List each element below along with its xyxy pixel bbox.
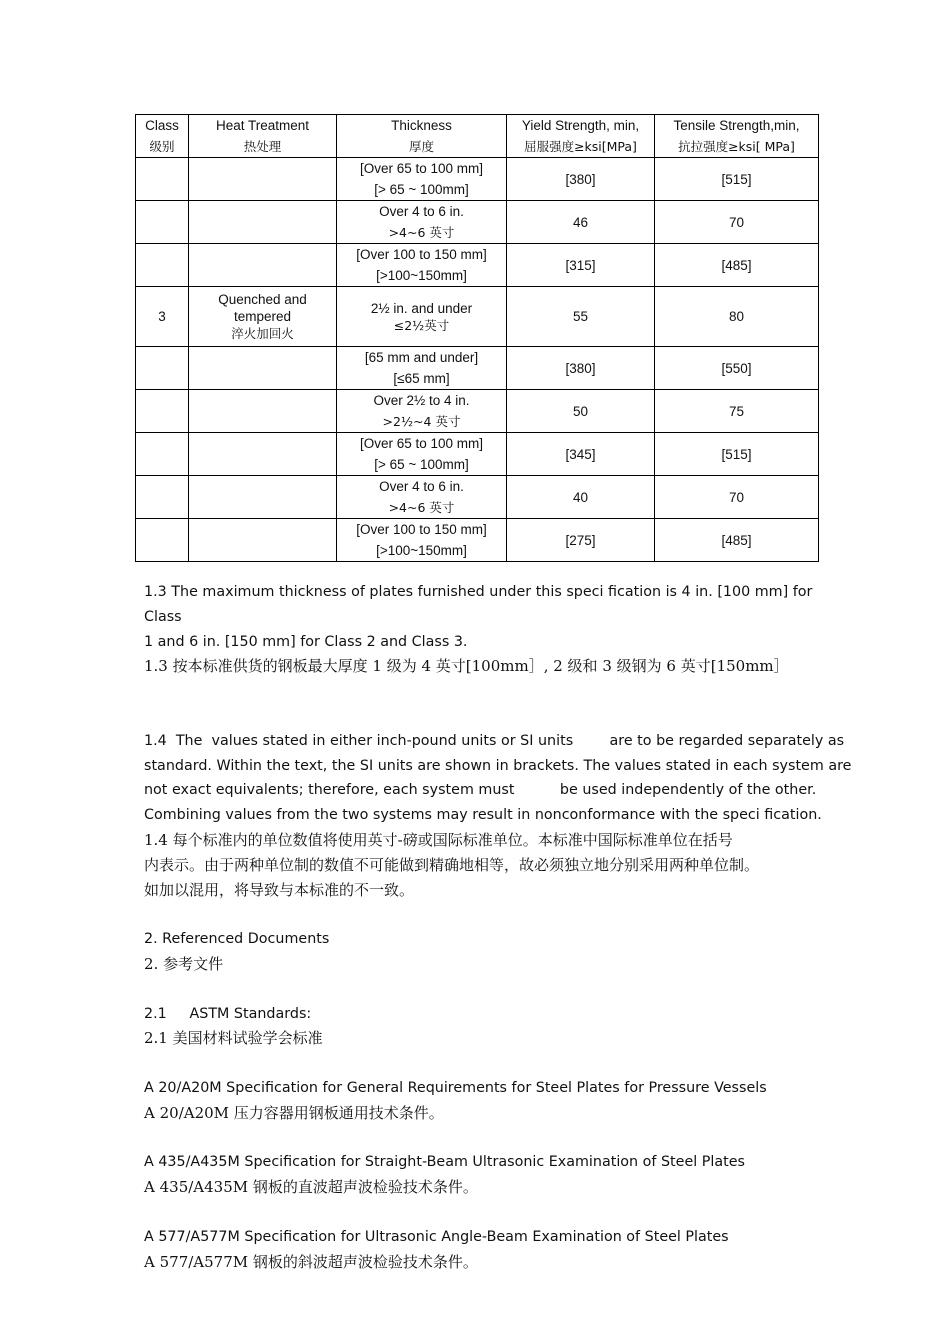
cell-thickness: Over 4 to 6 in. >4~6 英寸 (337, 476, 507, 519)
cell-heat-treatment (189, 158, 337, 201)
ref-a435-en: A 435/A435M Specification for Straight-Beam Ultrasonic Examination of Steel Plates (144, 1154, 745, 1171)
cell-class (136, 476, 189, 519)
table-row (136, 287, 819, 347)
section-2-1-heading-cn: 2.1 美国材料试验学会标准 (144, 1029, 323, 1048)
cell-yield-strength: [380] (507, 347, 655, 390)
cell-yield-strength: 50 (507, 390, 655, 433)
cell-heat-treatment (189, 201, 337, 244)
cell-class (136, 201, 189, 244)
cell-tensile-strength: 75 (655, 390, 819, 433)
cell-tensile-strength: [485] (655, 519, 819, 562)
cell-heat-treatment (189, 244, 337, 287)
table-row (136, 201, 819, 244)
header-class: Class 级别 (136, 115, 189, 158)
cell-thickness: [Over 65 to 100 mm] [> 65 ~ 100mm] (337, 158, 507, 201)
cell-heat-treatment (189, 519, 337, 562)
cell-thickness: 2½ in. and under ≤2½英寸 (337, 287, 507, 347)
cell-thickness: [Over 100 to 150 mm] [>100~150mm] (337, 519, 507, 562)
section-2-heading-en: 2. Referenced Documents (144, 931, 330, 948)
cell-class: 3 (136, 287, 189, 347)
cell-heat-treatment (189, 476, 337, 519)
table-row (136, 390, 819, 433)
cell-heat-treatment (189, 347, 337, 390)
cell-yield-strength: [275] (507, 519, 655, 562)
cell-thickness: [Over 65 to 100 mm] [> 65 ~ 100mm] (337, 433, 507, 476)
header-heat-treatment: Heat Treatment 热处理 (189, 115, 337, 158)
section-1-3-cn: 1.3 按本标准供货的钢板最大厚度 1 级为 4 英寸[100mm］, 2 级和 3 级钢为 6 英寸[150mm］ (144, 657, 789, 676)
cell-class (136, 390, 189, 433)
header-thickness: Thickness 厚度 (337, 115, 507, 158)
cell-class (136, 158, 189, 201)
header-tensile-strength: Tensile Strength,min, 抗拉强度≥ksi[ MPa] (655, 115, 819, 158)
cell-yield-strength: 46 (507, 201, 655, 244)
table-row (136, 158, 819, 201)
document-body (144, 580, 852, 1274)
cell-heat-treatment (189, 390, 337, 433)
table-row (136, 433, 819, 476)
mechanical-properties-table (135, 114, 819, 562)
section-1-4-en: 1.4 The values stated in either inch-pound units or SI units are to be regarded separately as standard. Within the text, the SI units are shown in brackets. The values stated in each system are not exact equivalents; therefore, each system must be used independently of the other. Combining values from the two systems may result in nonconformance with the speci fication. (144, 732, 852, 824)
cell-class (136, 519, 189, 562)
cell-tensile-strength: 70 (655, 476, 819, 519)
cell-yield-strength: [380] (507, 158, 655, 201)
table-row (136, 347, 819, 390)
cell-tensile-strength: [515] (655, 433, 819, 476)
section-1-4-cn: 1.4 每个标准内的单位数值将使用英寸-磅或国际标准单位。本标准中国际标准单位在括号 内表示。由于两种单位制的数值不可能做到精确地相等，故必须独立地分别采用两种单位制。 如加以混用，将导致与本标准的不一致。 (144, 830, 760, 899)
ref-a577-cn: A 577/A577M 钢板的斜波超声波检验技术条件。 (144, 1252, 478, 1271)
table-header-row (136, 115, 819, 158)
table-row (136, 244, 819, 287)
ref-a20-en: A 20/A20M Specification for General Requirements for Steel Plates for Pressure Vessels (144, 1079, 767, 1096)
cell-class (136, 347, 189, 390)
cell-tensile-strength: [515] (655, 158, 819, 201)
cell-yield-strength: 55 (507, 287, 655, 347)
cell-class (136, 244, 189, 287)
ref-a577-en: A 577/A577M Specification for Ultrasonic Angle-Beam Examination of Steel Plates (144, 1228, 729, 1245)
cell-yield-strength: 40 (507, 476, 655, 519)
table-row (136, 476, 819, 519)
section-2-heading-cn: 2. 参考文件 (144, 954, 224, 973)
cell-thickness: Over 2½ to 4 in. >2½~4 英寸 (337, 390, 507, 433)
cell-yield-strength: [345] (507, 433, 655, 476)
cell-thickness: [65 mm and under] [≤65 mm] (337, 347, 507, 390)
cell-thickness: [Over 100 to 150 mm] [>100~150mm] (337, 244, 507, 287)
ref-a20-cn: A 20/A20M 压力容器用钢板通用技术条件。 (144, 1103, 444, 1122)
cell-tensile-strength: [485] (655, 244, 819, 287)
cell-class (136, 433, 189, 476)
ref-a435-cn: A 435/A435M 钢板的直波超声波检验技术条件。 (144, 1178, 478, 1197)
header-yield-strength: Yield Strength, min, 屈服强度≥ksi[MPa] (507, 115, 655, 158)
cell-heat-treatment (189, 433, 337, 476)
cell-thickness: Over 4 to 6 in. >4~6 英寸 (337, 201, 507, 244)
section-1-3-en: 1.3 The maximum thickness of plates furnished under this speci fication is 4 in. [100 mm] for Class 1 and 6 in. [150 mm] for Class 2 and Class 3. (144, 584, 813, 650)
cell-tensile-strength: 80 (655, 287, 819, 347)
section-2-1-heading-en: 2.1 ASTM Standards: (144, 1005, 312, 1022)
cell-tensile-strength: 70 (655, 201, 819, 244)
cell-heat-treatment: Quenched and tempered 淬火加回火 (189, 287, 337, 347)
cell-tensile-strength: [550] (655, 347, 819, 390)
cell-yield-strength: [315] (507, 244, 655, 287)
table-row (136, 519, 819, 562)
